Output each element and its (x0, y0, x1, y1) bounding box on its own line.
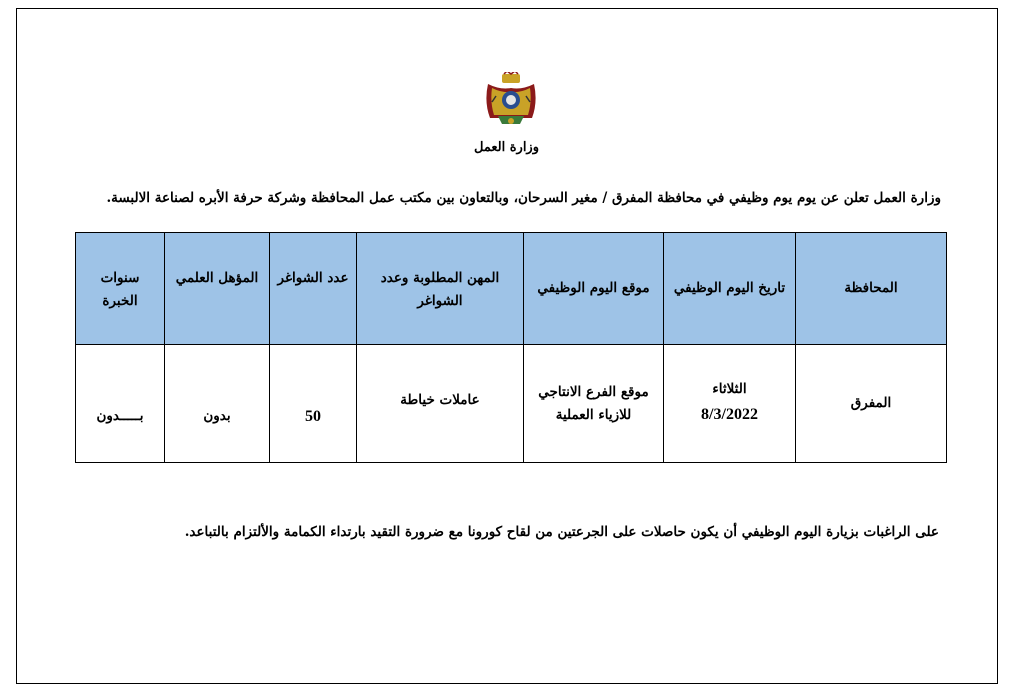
header-job-day-date: تاريخ اليوم الوظيفي (664, 233, 796, 345)
header-experience: سنوات الخبرة (76, 233, 165, 345)
cell-jobs: عاملات خياطة (357, 345, 524, 463)
cell-location-line1: موقع الفرع الانتاجي (538, 383, 649, 400)
table-row (76, 345, 947, 463)
requirements-note: على الراغبات بزيارة اليوم الوظيفي أن يكون حاصلات على الجرعتين من لقاح كورونا مع ضرورة التقيد بارتداء الكمامة والألتزام بالتباعد. (184, 524, 939, 540)
cell-date-value: 8/3/2022 (701, 406, 758, 424)
header-governorate: المحافظة (796, 233, 947, 345)
cell-vacancies: 50 (270, 345, 357, 463)
cell-qualification: بدون (165, 345, 270, 463)
cell-day: الثلاثاء (712, 381, 747, 398)
header-required-jobs: المهن المطلوبة وعدد الشواغر (357, 233, 524, 345)
job-day-table (75, 232, 946, 463)
cell-date (664, 345, 796, 463)
header-qualification: المؤهل العلمي (165, 233, 270, 345)
header-job-day-location: موقع اليوم الوظيفي (524, 233, 664, 345)
ministry-name: وزارة العمل (474, 140, 539, 155)
announcement-text: وزارة العمل تعلن عن يوم يوم وظيفي في محافظة المفرق / مغير السرحان، وبالتعاون بين مكتب عمل المحافظة وشركة حرفة الأبره لصناعة الالبسة. (106, 190, 941, 206)
header-vacancies: عدد الشواغر (270, 233, 357, 345)
cell-governorate: المفرق (796, 345, 947, 463)
table-header-row (76, 233, 947, 345)
jordan-coat-of-arms-icon (482, 72, 540, 126)
cell-experience: بـــــدون (76, 345, 165, 463)
cell-location-line2: للازياء العملية (555, 406, 632, 423)
cell-location (524, 345, 664, 463)
